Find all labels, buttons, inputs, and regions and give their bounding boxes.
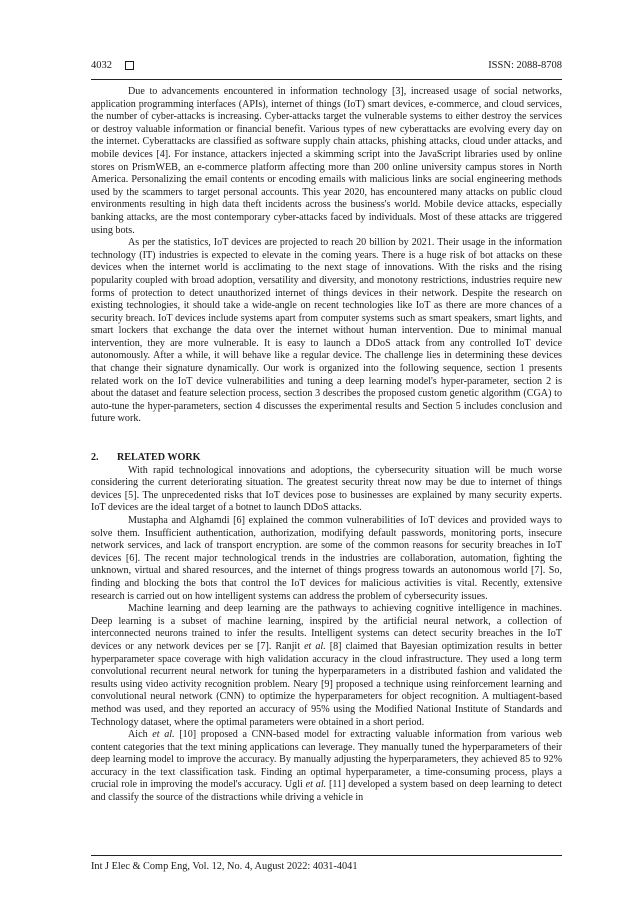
footer-citation: Int J Elec & Comp Eng, Vol. 12, No. 4, August 2022: 4031-4041 — [91, 861, 358, 872]
intro-paragraph-1: Due to advancements encountered in information technology [3], increased usage of social networks, application programming interfaces (APIs), internet of things (IoT) smart devices, e-commerce, and cloud services, the number of cyber-attacks is increasing. Cyber-attacks target the vulnerable systems to either destroy the services or destroy valuable information or financial benefit. Various types of new cyberattacks are evolving every day on the internet. Cyberattacks are classified as software supply chain attacks, phishing attacks, cloud under attacks, and mobile devices [4]. For instance, attackers injected a skimming script into the JavaScript libraries used by online stores on PrismWEB, an e-commerce platform affecting more than 200 online university campus stores in North America. Personalizing the email contents or encoding emails with malicious links are social engineering methods used by the scammers to target personal accounts. This year 2020, has encountered many attacks on public cloud environments resulting in high data theft incidents across the business's world. Mobile device attacks, especially banking attacks, are the most contemporary cyber-attacks faced by individuals. Most of these attacks are triggered using bots. — [91, 86, 562, 236]
section-heading — [91, 452, 562, 465]
italic-text: et al. — [305, 779, 327, 791]
text-run: [8] claimed that Bayesian optimization results in better hyperparameter space coverage with high validation accuracy in the cloud infrastructure. They used a long term convolutional recurrent neural network for tuning the hyperparameters in a distributed fashion and validated the results using video activity recognition problem. Neary [9] proposed a technique using reinforcement learning and convolutional neural network (CNN) to optimize the hyperparameters for object recognition. A multiagent-based method was used, and they reported an accuracy of 95% using the Modified National Institute of Standards and Technology dataset, where the optimal parameters were obtained in a short period. — [91, 640, 562, 728]
running-header — [91, 60, 562, 76]
text-run: [10] proposed a CNN-based model for extracting valuable information from various web content categories that the text mining applications can leverage. They manually tuned the hyperparameters of their deep learning model to improve the accuracy. By manually adjusting the hyperparameters, they achieved 85 to 92% accuracy in the text classification task. Finding an optimal hyperparameter, a time-consuming process, plays a crucial role in improving the model's accuracy. Ugli — [91, 729, 562, 791]
footer-rule — [91, 855, 562, 856]
page-number: 4032 — [91, 60, 112, 71]
italic-text: et al. — [152, 729, 175, 741]
text-run: [11] developed a system based on deep learning to detect and classify the source of the distractions while driving a vehicle in — [91, 779, 563, 804]
text-run: Aich — [128, 729, 153, 741]
square-bullet-icon — [125, 61, 134, 70]
journal-issn: ISSN: 2088-8708 — [488, 60, 562, 71]
section-number: 2. — [91, 452, 99, 464]
related-work-paragraph-2: Mustapha and Alghamdi [6] explained the common vulnerabilities of IoT devices and provided ways to solve them. Insufficient authentication, authorization, modifying default passwords, monitoring ports, insecure network services, and lack of transport encryption. are some of the common reasons for security breaches in IoT devices [6]. The recent major technological trends in the industries are collaboration, automation, fighting the unknown, virtual and shared resources, and the internet of things progress towards an autonomous world [7]. So, finding and blocking the bots that control the IoT devices for malicious activities is vital. Recently, extensive research is carried out on how intelligent systems can address the problem of cybersecurity issues. — [91, 515, 562, 602]
related-work-paragraph-4 — [91, 729, 562, 805]
page-body — [91, 86, 562, 805]
related-work-paragraph-3 — [91, 603, 562, 729]
intro-paragraph-2: As per the statistics, IoT devices are projected to reach 20 billion by 2021. Their usage in the information technology (IT) industries is expected to elevate in the coming years. There is a huge risk of bot attacks on these devices when the internet world is acclimating to the next stage of innovations. With the risks and the rising popularity coupled with broad adoption, versatility and diversity, and monotony restrictions, industries require new forms of protection to detect unauthorized internet of things devices in their network. Despite the research on existing technologies, it should take a wide-angle on recent technologies like IoT as there are more chances of a security breach. IoT devices include systems apart from computer systems such as smart speakers, smart lights, and smart lockers that exchange the data over the internet without human intervention. Due to minimal manual intervention, they are more vulnerable. It is easy to launch a DDoS attack from any controlled IoT device autonomously. After a while, it will behave like a regular device. The challenge lies in determining these devices that change their signature dynamically. Our work is organized into the following sequence, section 1 presents related work on the IoT device vulnerabilities and tuning a deep learning model's hyper-parameter, section 2 is about the dataset and feature selection process, section 3 describes the proposed custom genetic algorithm (CGA) to auto-tune the hyper-parameters, section 4 discusses the experimental results and Section 5 includes conclusion and future work. — [91, 237, 562, 425]
section-gap — [91, 426, 562, 452]
text-run: Machine learning and deep learning are the pathways to achieving cognitive intelligence in machines. Deep learning is a subset of machine learning, inspired by the artificial neural network, a collection of interconnected neurons trained to infer the results. Intelligent systems can detect security breaches in the IoT devices or any network devices per se [7]. Ranjit — [91, 603, 562, 652]
header-rule — [91, 79, 562, 80]
italic-text: et al. — [304, 640, 326, 652]
section-title: RELATED WORK — [117, 452, 201, 464]
related-work-paragraph-1: With rapid technological innovations and adoptions, the cybersecurity situation will be much worse considering the current deteriorating situation. The greatest security threat now may be due to internet of things devices [5]. The unprecedented risks that IoT devices pose to businesses are explained by many security experts. IoT devices are the ideal target of a botnet to launch DDoS attacks. — [91, 464, 562, 514]
